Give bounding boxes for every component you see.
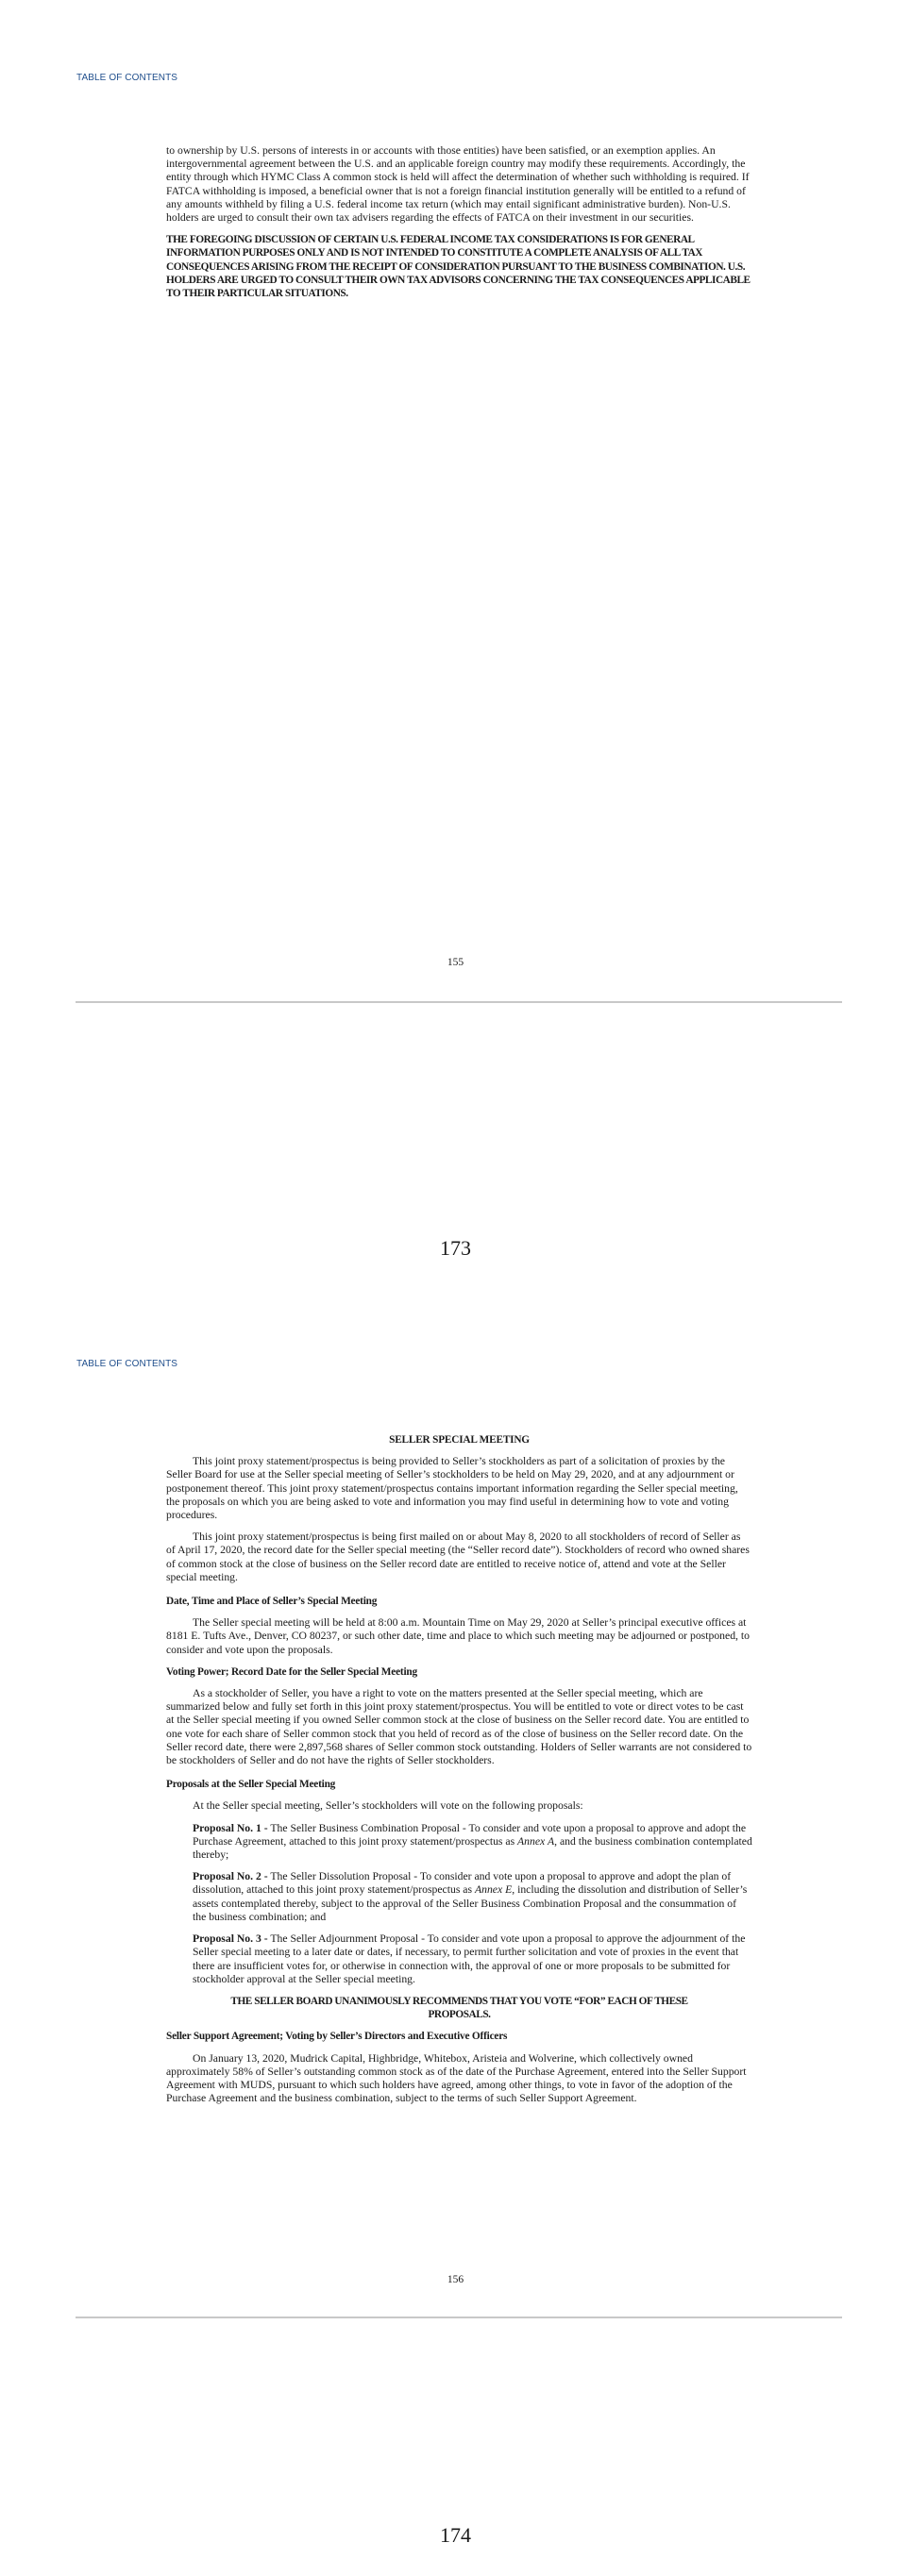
section-title: SELLER SPECIAL MEETING	[389, 1434, 530, 1446]
viewer-page-174: 174	[440, 2523, 471, 2547]
page-155-body	[166, 144, 752, 300]
proposal-2-text-end: , including the dissolution and distribution of Seller’s assets contemplated thereby, subject to the approval of the Seller Business Combination Proposal and the consummation of the business combination; and	[193, 1883, 748, 1923]
heading-support-agreement: Seller Support Agreement; Voting by Seller’s Directors and Executive Officers	[166, 2031, 508, 2043]
proposal-2	[166, 1870, 752, 1924]
proposal-1-text: The Seller Business Combination Proposal - To consider and vote upon a proposal to approve and adopt the Purchase Agreement, attached to this joint proxy statement/prospectus as	[193, 1821, 747, 1848]
page-number-156: 156	[447, 2274, 464, 2285]
proposal-1	[166, 1822, 752, 1863]
fatca-paragraph: to ownership by U.S. persons of interests in or accounts with those entities) have been satisfied, or an exemption applies. An intergovernmental agreement between the U.S. and an applicable foreign country may modify these requirements. Accordingly, the entity through which HYMC Class A common stock is held will affect the determination of whether such withholding is required. If FATCA withholding is imposed, a beneficial owner that is not a foreign financial institution generally will be entitled to a refund of any amounts withheld by filing a U.S. federal income tax return (which may entail significant administrative burden). Non-U.S. holders are urged to consult their own tax advisers regarding the effects of FATCA on their investment in our securities.	[166, 144, 750, 225]
proposal-3-text: The Seller Adjournment Proposal - To consider and vote upon a proposal to approve the adjournment of the Seller special meeting to a later date or dates, if necessary, to permit further solicitation and vote of proxies in the event that there are insufficient votes for, or otherwise in connection with, the approval of one or more proposals to be submitted for stockholder approval at the Seller special meeting.	[193, 1932, 746, 1985]
page-156-body	[166, 1433, 752, 2105]
table-of-contents-link[interactable]: TABLE OF CONTENTS	[76, 73, 178, 83]
intro-paragraph-1: This joint proxy statement/prospectus is being provided to Seller’s stockholders as part of a solicitation of proxies by the Seller Board for use at the Seller special meeting of Seller’s stockholders to be held on May 29, 2020, and at any adjournment or postponement thereof. This joint proxy statement/prospectus contains important information regarding the Seller special meeting, the proposals on which you are being asked to vote and information you may find useful in determining how to vote and voting procedures.	[166, 1455, 738, 1522]
heading-voting-power: Voting Power; Record Date for the Seller Special Meeting	[166, 1665, 417, 1678]
heading-proposals: Proposals at the Seller Special Meeting	[166, 1779, 336, 1791]
viewer-page-173: 173	[440, 1236, 471, 1260]
voting-power-paragraph: As a stockholder of Seller, you have a right to vote on the matters presented at the Seller special meeting, which are summarized below and fully set forth in this joint proxy statement/prospectus. You will be entitled to vote or direct votes to be cast at the Seller special meeting if you owned Seller common stock at the close of business on the Seller record date. You are entitled to one vote for each share of Seller common stock that you held of record as of the close of business on the Seller record date. On the Seller record date, there were 2,897,568 shares of Seller common stock outstanding. Holders of Seller warrants are not considered to be stockholders of Seller and do not have the rights of Seller stockholders.	[166, 1687, 752, 1767]
board-recommendation: THE SELLER BOARD UNANIMOUSLY RECOMMENDS THAT YOU VOTE “FOR” EACH OF THESE PROPOSALS.	[230, 1995, 688, 2021]
tax-disclaimer-paragraph: THE FOREGOING DISCUSSION OF CERTAIN U.S. FEDERAL INCOME TAX CONSIDERATIONS IS FOR GENERAL INFORMATION PURPOSES ONLY AND IS NOT INTENDED TO CONSTITUTE A COMPLETE ANALYSIS OF ALL TAX CONSEQUENCES ARISING FROM THE RECEIPT OF CONSIDERATION PURSUANT TO THE BUSINESS COMBINATION. U.S. HOLDERS ARE URGED TO CONSULT THEIR OWN TAX ADVISORS CONCERNING THE TAX CONSEQUENCES APPLICABLE TO THEIR PARTICULAR SITUATIONS.	[166, 234, 751, 300]
proposal-1-text-end: , and the business combination contemplated thereby;	[193, 1834, 752, 1862]
table-of-contents-link[interactable]: TABLE OF CONTENTS	[76, 1359, 178, 1369]
date-time-place-paragraph: The Seller special meeting will be held at 8:00 a.m. Mountain Time on May 29, 2020 at Seller’s principal executive offices at 8181 E. Tufts Ave., Denver, CO 80237, or such other date, time and place to which such meeting may be adjourned or postponed, to consider and vote upon the proposals.	[166, 1616, 750, 1656]
proposal-3	[166, 1932, 752, 1986]
annex-e-reference: Annex E	[474, 1883, 513, 1897]
proposal-3-label: Proposal No. 3 -	[193, 1932, 268, 1946]
support-agreement-paragraph: On January 13, 2020, Mudrick Capital, Highbridge, Whitebox, Aristeia and Wolverine, which collectively owned approximately 58% of Seller’s outstanding common stock as of the date of the Purchase Agreement, entered into the Seller Support Agreement with MUDS, pursuant to which such holders have agreed, among other things, to vote in favor of the adoption of the Purchase Agreement and the business combination, subject to the terms of such Seller Support Agreement.	[166, 2051, 747, 2105]
heading-date-time-place: Date, Time and Place of Seller’s Special Meeting	[166, 1596, 378, 1608]
page-divider	[76, 1001, 842, 1003]
proposal-2-label: Proposal No. 2 -	[193, 1870, 268, 1883]
proposals-intro: At the Seller special meeting, Seller’s stockholders will vote on the following proposals:	[193, 1799, 583, 1813]
annex-a-reference: Annex A	[517, 1834, 555, 1848]
page-number-155: 155	[447, 957, 464, 968]
proposal-1-label: Proposal No. 1 -	[193, 1821, 268, 1834]
intro-paragraph-2: This joint proxy statement/prospectus is being first mailed on or about May 8, 2020 to all stockholders of record of Seller as of April 17, 2020, the record date for the Seller special meeting (the “Seller record date”). Stockholders of record who owned shares of common stock at the close of business on the Seller record date are entitled to receive notice of, attend and vote at the Seller special meeting.	[166, 1531, 750, 1583]
proposal-2-text: The Seller Dissolution Proposal - To consider and vote upon a proposal to approve and adopt the plan of dissolution, attached to this joint proxy statement/prospectus as	[193, 1870, 732, 1897]
page-divider	[76, 2317, 842, 2318]
